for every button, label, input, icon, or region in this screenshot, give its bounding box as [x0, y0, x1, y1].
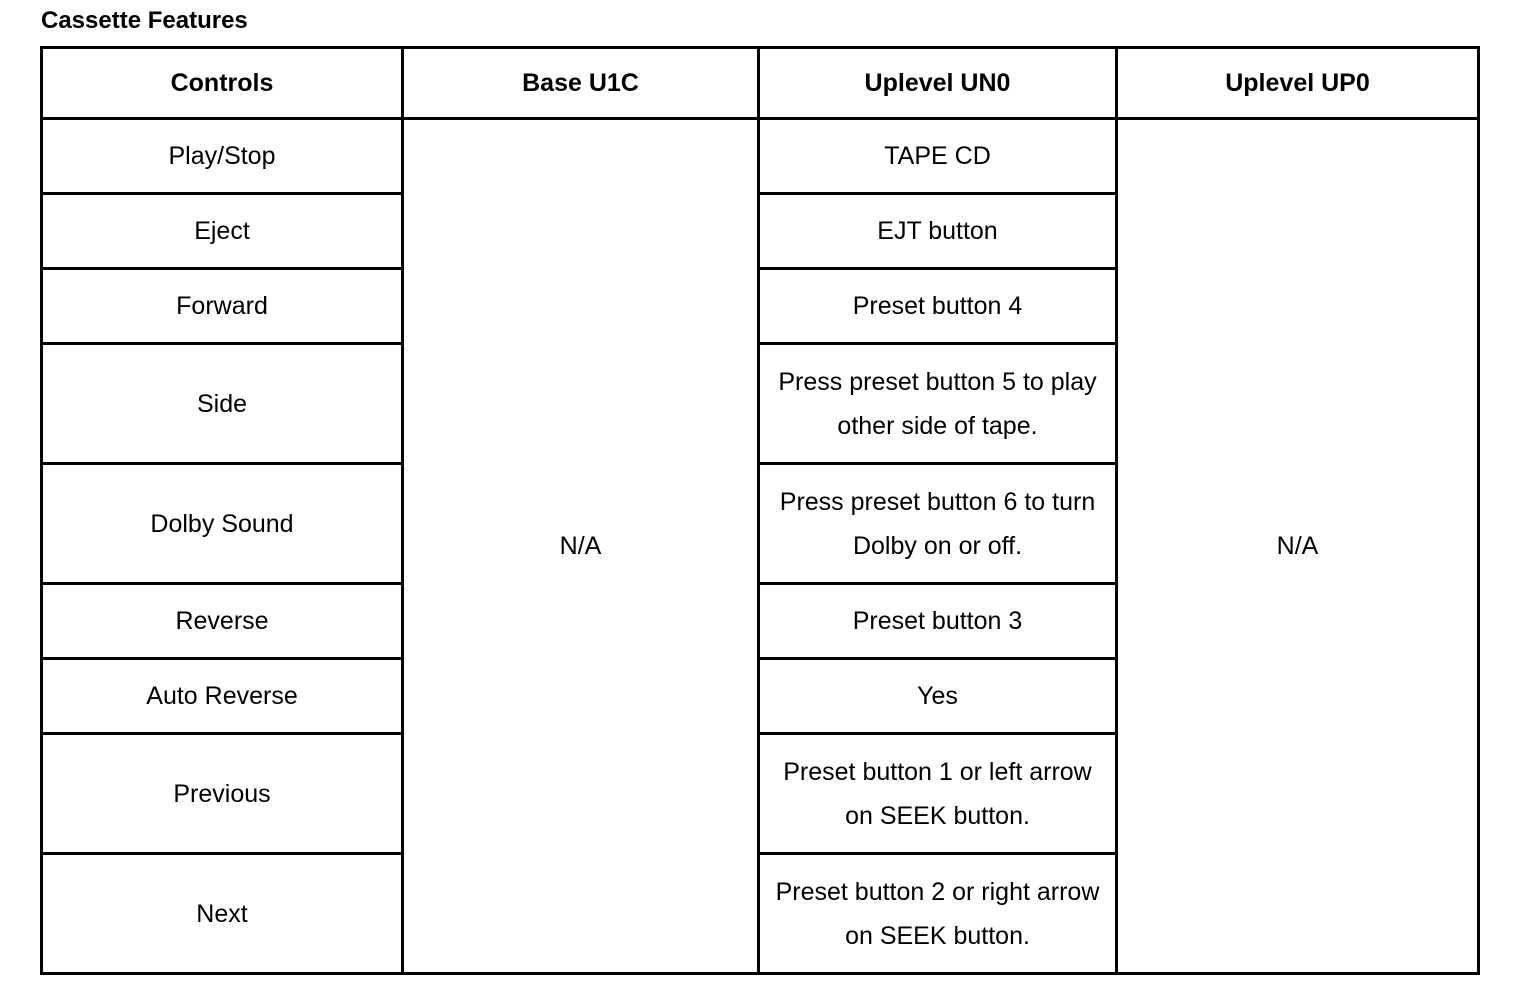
control-cell: Play/Stop — [42, 119, 403, 194]
cassette-features-table — [40, 46, 1480, 975]
uplevel-un0-cell: Press preset button 5 to play other side of tape. — [759, 344, 1117, 464]
uplevel-un0-cell: Preset button 1 or left arrow on SEEK button. — [759, 734, 1117, 854]
control-cell: Dolby Sound — [42, 464, 403, 584]
control-cell: Eject — [42, 194, 403, 269]
uplevel-un0-cell: TAPE CD — [759, 119, 1117, 194]
control-cell: Forward — [42, 269, 403, 344]
header-row — [42, 48, 1479, 119]
uplevel-un0-cell: EJT button — [759, 194, 1117, 269]
uplevel-un0-cell: Preset button 4 — [759, 269, 1117, 344]
table-row — [42, 119, 1479, 194]
uplevel-un0-cell: Press preset button 6 to turn Dolby on or off. — [759, 464, 1117, 584]
uplevel-un0-cell: Yes — [759, 659, 1117, 734]
uplevel-un0-cell: Preset button 3 — [759, 584, 1117, 659]
control-cell: Next — [42, 854, 403, 974]
control-cell: Previous — [42, 734, 403, 854]
control-cell: Reverse — [42, 584, 403, 659]
column-header-base-u1c: Base U1C — [403, 48, 759, 119]
column-header-controls: Controls — [42, 48, 403, 119]
table-caption: Cassette Features — [41, 7, 248, 34]
control-cell: Auto Reverse — [42, 659, 403, 734]
column-header-uplevel-un0: Uplevel UN0 — [759, 48, 1117, 119]
base-u1c-cell: N/A — [403, 119, 759, 974]
column-header-uplevel-up0: Uplevel UP0 — [1117, 48, 1479, 119]
uplevel-up0-cell: N/A — [1117, 119, 1479, 974]
uplevel-un0-cell: Preset button 2 or right arrow on SEEK button. — [759, 854, 1117, 974]
control-cell: Side — [42, 344, 403, 464]
